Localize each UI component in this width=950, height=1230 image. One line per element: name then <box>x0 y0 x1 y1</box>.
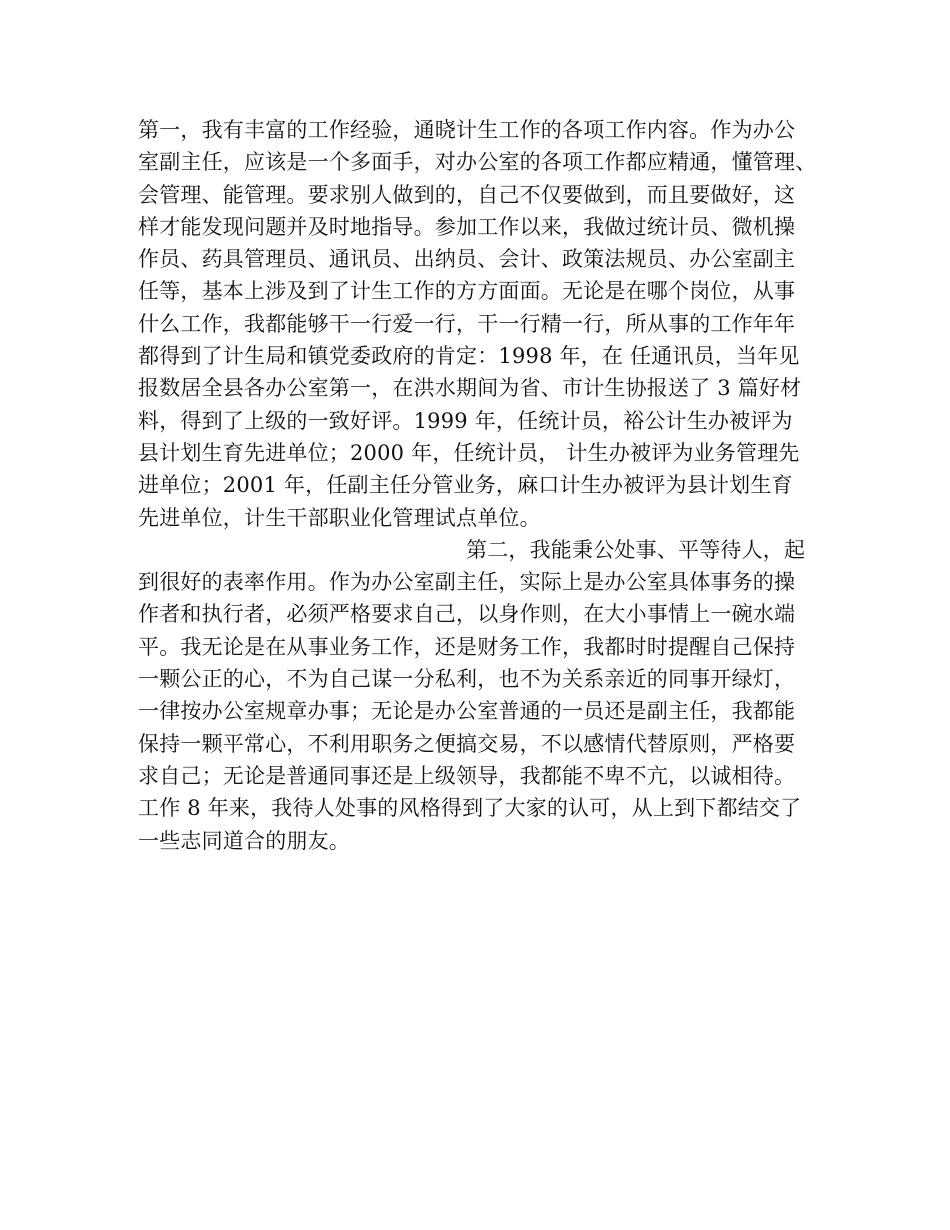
text-line: 进单位；2001 年，任副主任分管业务，麻口计生办被评为县计划生育 <box>138 473 793 498</box>
text-line: 先进单位，计生干部职业化管理试点单位。 <box>138 505 541 530</box>
text-line: 一些志同道合的朋友。 <box>138 828 350 853</box>
text-line: 平。我无论是在从事业务工作，还是财务工作，我都时时提醒自己保持 <box>138 634 796 659</box>
text-line: 室副主任，应该是一个多面手，对办公室的各项工作都应精通，懂管理、 <box>138 150 817 175</box>
text-line: 第一，我有丰富的工作经验，通晓计生工作的各项工作内容。作为办公 <box>138 118 796 142</box>
text-line: 第二，我能秉公处事、平等待人，起 <box>466 537 806 562</box>
text-line: 县计划生育先进单位；2000 年，任统计员， 计生办被评为业务管理先 <box>138 440 800 465</box>
document-body <box>138 114 818 857</box>
text-line: 样才能发现问题并及时地指导。参加工作以来，我做过统计员、微机操 <box>138 214 796 239</box>
text-line: 任等，基本上涉及到了计生工作的方方面面。无论是在哪个岗位，从事 <box>138 279 796 304</box>
text-line: 作者和执行者，必须严格要求自己，以身作则，在大小事情上一碗水端 <box>138 602 796 627</box>
text-line: 一律按办公室规章办事；无论是办公室普通的一员还是副主任，我都能 <box>138 699 796 724</box>
paragraph-second <box>138 534 818 857</box>
text-line: 求自己；无论是普通同事还是上级领导，我都能不卑不亢，以诚相待。 <box>138 763 796 788</box>
text-line: 保持一颗平常心，不利用职务之便搞交易，不以感情代替原则，严格要 <box>138 731 796 756</box>
text-line: 作员、药具管理员、通讯员、出纳员、会计、政策法规员、办公室副主 <box>138 247 796 272</box>
text-line: 什么工作，我都能够干一行爱一行，干一行精一行，所从事的工作年年 <box>138 311 796 336</box>
text-line: 一颗公正的心，不为自己谋一分私利，也不为关系亲近的同事开绿灯， <box>138 667 796 692</box>
text-line: 到很好的表率作用。作为办公室副主任，实际上是办公室具体事务的操 <box>138 570 796 595</box>
text-line: 工作 8 年来，我待人处事的风格得到了大家的认可，从上到下都结交了 <box>138 796 802 821</box>
text-line: 料，得到了上级的一致好评。1999 年，任统计员，裕公计生办被评为 <box>138 408 793 433</box>
paragraph-first <box>138 114 818 534</box>
text-line: 都得到了计生局和镇党委政府的肯定：1998 年，在 任通讯员，当年见 <box>138 344 800 369</box>
text-line: 报数居全县各办公室第一，在洪水期间为省、市计生协报送了 3 篇好材 <box>138 376 802 401</box>
text-line: 会管理、能管理。要求别人做到的，自己不仅要做到，而且要做好，这 <box>138 182 796 207</box>
